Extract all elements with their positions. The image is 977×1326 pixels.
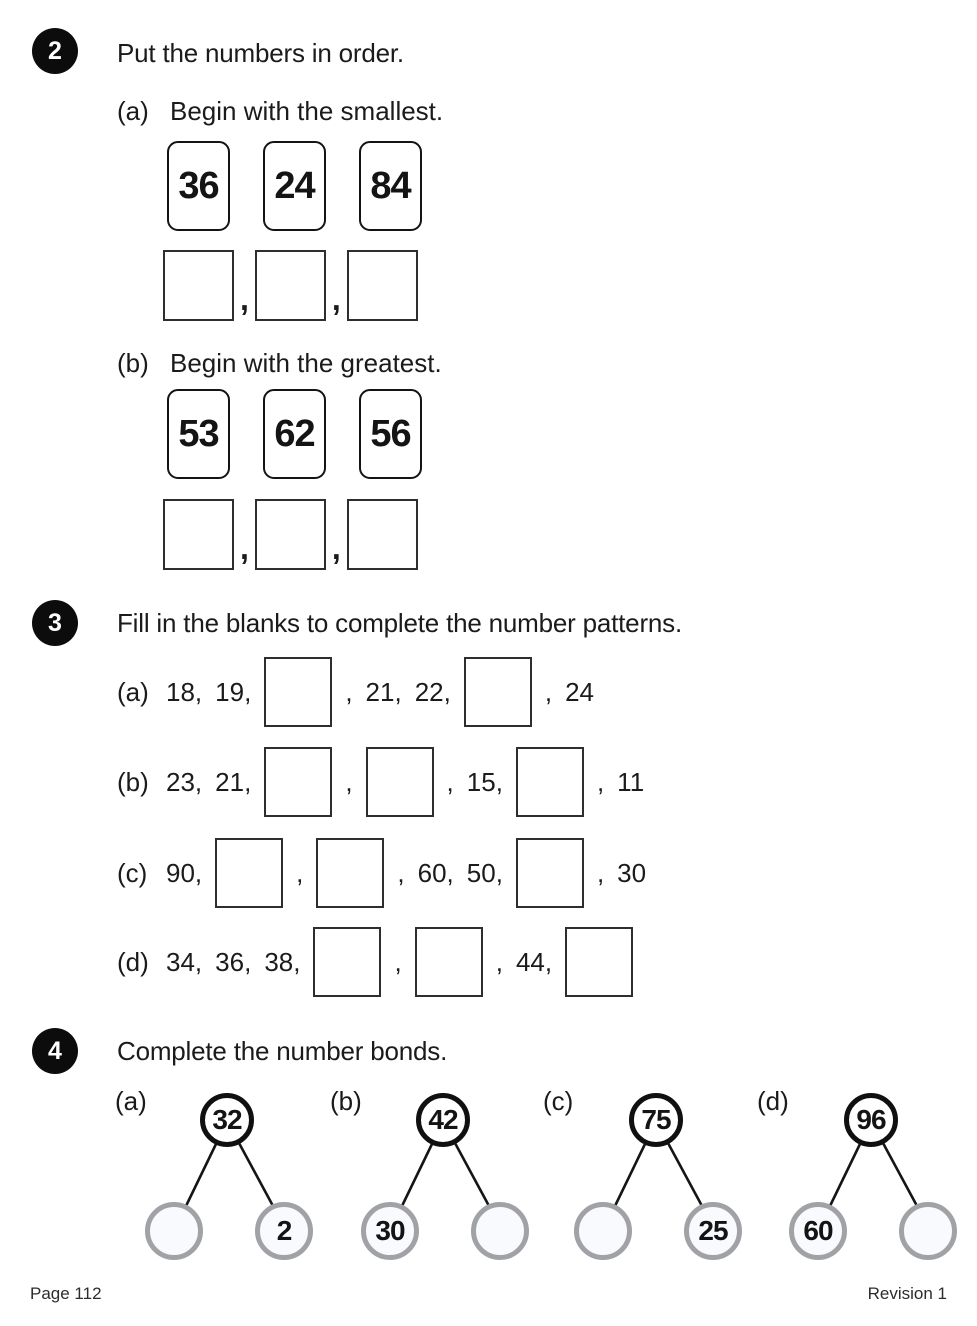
q3-row-b: [117, 747, 657, 817]
number-card: [359, 141, 422, 231]
bond-part-circle: 60: [789, 1202, 847, 1260]
question-4-title: Complete the number bonds.: [117, 1036, 448, 1066]
pattern-answer-box[interactable]: [516, 747, 584, 817]
pattern-number: 19,: [215, 677, 252, 707]
q3-row-c-label: (c): [117, 858, 148, 888]
comma-separator: ,: [240, 530, 249, 566]
bond-whole-circle: 75: [629, 1093, 683, 1147]
bond-part-circle[interactable]: [145, 1202, 203, 1260]
answer-box[interactable]: [347, 499, 418, 570]
card-value: 24: [274, 164, 315, 207]
pattern-number: 23,: [166, 767, 203, 797]
pattern-answer-box[interactable]: [313, 927, 381, 997]
revision-label: Revision 1: [867, 1284, 947, 1303]
comma-separator: ,: [331, 281, 341, 317]
question-2-number: 2: [48, 36, 62, 65]
q4-bond-b-label: (b): [330, 1086, 362, 1116]
bond-connector-line: [883, 1143, 917, 1206]
card-value: 62: [274, 412, 315, 455]
q3-row-a-label: (a): [117, 677, 149, 707]
bond-connector-line: [239, 1143, 273, 1206]
pattern-answer-box[interactable]: [366, 747, 434, 817]
answer-box[interactable]: [163, 250, 234, 321]
q3-row-d: [117, 927, 646, 997]
pattern-answer-box[interactable]: [565, 927, 633, 997]
answer-box[interactable]: [255, 499, 326, 570]
pattern-answer-box[interactable]: [215, 838, 283, 908]
pattern-number: 34,: [166, 947, 203, 977]
pattern-number: 18,: [166, 677, 203, 707]
question-3-badge: [32, 600, 78, 646]
comma-separator: ,: [446, 767, 454, 797]
q3-row-d-label: (d): [117, 947, 149, 977]
pattern-number: 21,: [365, 677, 402, 707]
bond-part-circle[interactable]: [899, 1202, 957, 1260]
pattern-number: 21,: [215, 767, 252, 797]
q4-bond-c-label: (c): [543, 1086, 574, 1116]
bond-whole-circle: 32: [200, 1093, 254, 1147]
bond-connector-line: [668, 1143, 702, 1206]
q2-part-a-label: (a): [117, 96, 149, 126]
pattern-answer-box[interactable]: [316, 838, 384, 908]
page-number: Page 112: [30, 1284, 102, 1303]
q2-part-a-cards: [167, 141, 422, 231]
question-3-number: 3: [48, 608, 62, 637]
q2-part-a-heading: [117, 96, 443, 127]
pattern-number: 36,: [215, 947, 252, 977]
comma-separator: ,: [345, 767, 353, 797]
q2-part-a-prompt: Begin with the smallest.: [170, 96, 444, 126]
pattern-number: 11: [617, 767, 645, 797]
bond-connector-line: [455, 1143, 489, 1206]
number-card: [167, 389, 230, 479]
number-card: [167, 141, 230, 231]
question-2-title: Put the numbers in order.: [117, 38, 404, 68]
card-value: 36: [178, 164, 219, 207]
q2-part-a-answers: [163, 250, 418, 321]
question-4-number: 4: [48, 1036, 62, 1065]
bond-part-circle[interactable]: [574, 1202, 632, 1260]
pattern-number: 60,: [417, 858, 454, 888]
comma-separator: ,: [596, 767, 605, 797]
q2-part-b-prompt: Begin with the greatest.: [170, 348, 442, 378]
q2-part-b-answers: [163, 499, 418, 570]
q2-part-b-heading: [117, 348, 442, 379]
comma-separator: ,: [394, 947, 402, 977]
q4-bond-a-label: (a): [115, 1086, 147, 1116]
pattern-number: 90,: [166, 858, 203, 888]
bond-part-circle: 25: [684, 1202, 742, 1260]
card-value: 53: [178, 412, 219, 455]
comma-separator: ,: [495, 947, 503, 977]
q3-row-c: [117, 838, 659, 908]
q4-bond-d-label: (d): [757, 1086, 789, 1116]
comma-separator: ,: [544, 677, 553, 707]
q2-part-b-cards: [167, 389, 422, 479]
number-card: [359, 389, 422, 479]
bond-connector-line: [615, 1144, 645, 1206]
pattern-number: 44,: [515, 947, 553, 977]
question-2-badge: [32, 28, 78, 74]
pattern-number: 24: [565, 677, 595, 707]
q3-row-a: [117, 657, 607, 727]
question-3-title: Fill in the blanks to complete the number patterns.: [117, 608, 682, 638]
bond-whole-circle: 42: [416, 1093, 470, 1147]
comma-separator: ,: [345, 677, 353, 707]
bond-connector-line: [186, 1144, 216, 1206]
number-card: [263, 141, 326, 231]
bond-connector-line: [402, 1144, 432, 1206]
pattern-number: 22,: [414, 677, 451, 707]
bond-part-circle: 2: [255, 1202, 313, 1260]
pattern-answer-box[interactable]: [264, 747, 332, 817]
bond-whole-circle: 96: [844, 1093, 898, 1147]
question-4-badge: [32, 1028, 78, 1074]
number-card: [263, 389, 326, 479]
pattern-answer-box[interactable]: [264, 657, 332, 727]
pattern-answer-box[interactable]: [516, 838, 584, 908]
card-value: 84: [370, 164, 411, 207]
bond-part-circle[interactable]: [471, 1202, 529, 1260]
card-value: 56: [370, 412, 411, 455]
bond-connector-line: [830, 1144, 860, 1206]
pattern-number: 30: [617, 858, 647, 888]
answer-box[interactable]: [163, 499, 234, 570]
answer-box[interactable]: [255, 250, 326, 321]
comma-separator: ,: [331, 530, 341, 566]
comma-separator: ,: [240, 281, 249, 317]
pattern-number: 15,: [466, 767, 503, 797]
q2-part-b-label: (b): [117, 348, 149, 378]
answer-box[interactable]: [347, 250, 418, 321]
q3-row-b-label: (b): [117, 767, 149, 797]
pattern-number: 38,: [264, 947, 301, 977]
pattern-number: 50,: [466, 858, 503, 888]
pattern-answer-box[interactable]: [464, 657, 532, 727]
pattern-answer-box[interactable]: [415, 927, 483, 997]
comma-separator: ,: [596, 858, 605, 888]
comma-separator: ,: [397, 858, 405, 888]
comma-separator: ,: [296, 858, 304, 888]
bond-part-circle: 30: [361, 1202, 419, 1260]
